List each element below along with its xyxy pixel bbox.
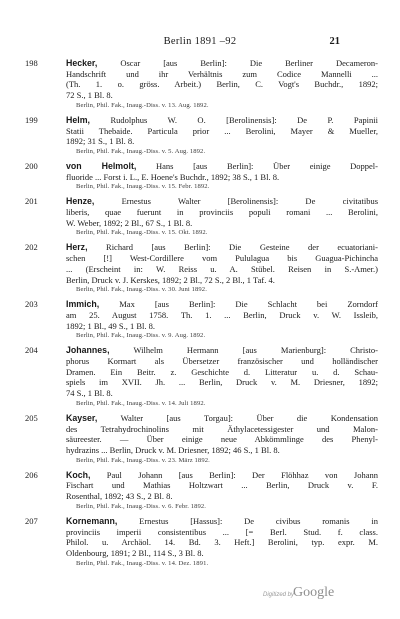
- entry-line: W. Weber, 1892; 2 Bl., 67 S., 1 Bl. 8.: [66, 217, 193, 228]
- bibliography-entry: [0, 516, 400, 568]
- entry-author: Herz,: [66, 242, 88, 253]
- entry-text: [66, 161, 378, 191]
- entry-text: [66, 242, 378, 294]
- entry-number: 201: [25, 196, 38, 207]
- entry-line: [66, 516, 378, 527]
- entry-dissertation-note: Berlin, Phil. Fak., Inaug.-Diss. v. 15. Febr. 1892.: [76, 183, 210, 191]
- page-header: [0, 36, 400, 50]
- entry-author: Hecker,: [66, 58, 98, 68]
- bibliography-entry: [0, 58, 400, 110]
- entry-text: [66, 470, 378, 511]
- entry-number: 206: [25, 469, 38, 480]
- entry-text: [66, 516, 378, 568]
- entry-number: 205: [25, 412, 38, 423]
- bibliography-entry: [0, 413, 400, 465]
- entry-line-text: Max [aus Berlin]: Die Schlacht bei Zorndorf: [119, 299, 378, 310]
- digitization-watermark: [263, 586, 353, 606]
- entry-dissertation-note: Berlin, Phil. Fak., Inaug.-Diss. v. 13. Aug. 1892.: [76, 101, 209, 109]
- entry-line: Dramen. Ein Beitr. z. Geschichte d. Litteratur u. d. Schau-: [66, 366, 378, 377]
- bibliography-entry: [0, 299, 400, 340]
- entry-dissertation-note: Berlin, Phil. Fak., Inaug.-Diss. v. 9. Aug. 1892.: [76, 332, 206, 340]
- entry-number: 207: [25, 515, 38, 526]
- entry-line: Philol. u. Archäol. 14. Bd. 3. Heft.] Berolini, typ. expr. M.: [66, 537, 378, 548]
- entry-author: Helm,: [66, 114, 90, 125]
- entry-line: säureester. — Über einige neue Abkömmlinge des Phenyl-: [66, 434, 378, 445]
- entry-line-text: Richard [aus Berlin]: Die Gesteine der ecuatoriani-: [106, 242, 378, 253]
- entry-dissertation-note: Berlin, Phil. Fak., Inaug.-Diss. v. 30. Juni 1892.: [76, 286, 207, 294]
- entry-line: [66, 413, 378, 424]
- entry-dissertation-note: Berlin, Phil. Fak., Inaug.-Diss. v. 6. Febr. 1892.: [76, 502, 207, 510]
- entry-line: hydrazins ... Berlin, Druck v. M. Driesner, 1892; 46 S., 1 Bl. 8.: [66, 444, 280, 455]
- entry-line: ... (Erscheint in: W. Reiss u. A. Stübel. Reisen in S.-Amer.): [66, 263, 378, 274]
- running-title: Berlin 1891 –92: [163, 36, 237, 47]
- entry-author: Kayser,: [66, 412, 98, 423]
- entry-text: [66, 115, 378, 156]
- entry-line: 72 S., 1 Bl. 8.: [66, 90, 113, 101]
- entry-line: 1892; 1 Bl., 49 S., 1 Bl. 8.: [66, 320, 156, 331]
- entry-dissertation-note: Berlin, Phil. Fak., Inaug.-Diss. v. 23. März 1892.: [76, 456, 210, 464]
- entry-line: [66, 470, 378, 481]
- entry-line: (Th. 1. o. gröss. Arbeit.) Berlin, C. Vogt's Buchdr., 1892;: [66, 79, 378, 90]
- entry-line: [66, 299, 378, 310]
- entry-author: von Helmolt,: [66, 160, 137, 171]
- entry-line-text: Paul Johann [aus Berlin]: Der Flöhhaz von Johann: [106, 469, 378, 480]
- entry-text: [66, 58, 378, 110]
- google-logo: Google: [293, 585, 335, 600]
- entry-line: 1892; 31 S., 1 Bl. 8.: [66, 136, 135, 147]
- entry-number: 199: [25, 114, 38, 125]
- entry-line-text: Oscar [aus Berlin]: Die Berliner Decameron-: [120, 58, 378, 68]
- entry-number: 204: [25, 345, 38, 356]
- entry-line: liberis, quae fuerunt in provinciis populi romani ... Berolini,: [66, 207, 378, 218]
- entry-number: 202: [25, 242, 38, 253]
- entry-line: spiels im XVII. Jh. ... Berlin, Druck v. M. Driesner, 1892;: [66, 377, 378, 388]
- bibliography-entry: [0, 345, 400, 408]
- entry-line: provinciis imperii consistentibus ... [= Berl. Stud. f. class.: [66, 526, 378, 537]
- entry-text: [66, 299, 378, 340]
- entry-dissertation-note: Berlin, Phil. Fak., Inaug.-Diss. v. 15. Okt. 1892.: [76, 229, 208, 237]
- entry-line: [66, 115, 378, 126]
- bibliography-entry: [0, 470, 400, 511]
- entry-author: Henze,: [66, 196, 95, 207]
- entry-dissertation-note: Berlin, Phil. Fak., Inaug.-Diss. v. 5. Aug. 1892.: [76, 147, 206, 155]
- entry-line: Fischart und Mathias Holtzwart ... Berlin, Druck v. F.: [66, 480, 378, 491]
- entry-number: 198: [25, 58, 38, 68]
- entry-line: [66, 345, 378, 356]
- entry-number: 200: [25, 160, 38, 171]
- entry-line-text: Wilhelm Hermann [aus Marienburg]: Christo-: [133, 345, 378, 356]
- entry-dissertation-note: Berlin, Phil. Fak., Inaug.-Diss. v. 14. Dez. 1891.: [76, 559, 209, 567]
- entry-line: [66, 58, 378, 69]
- entry-line-text: Walter [aus Torgau]: Über die Kondensation: [120, 412, 378, 423]
- bibliography-entry: [0, 161, 400, 191]
- entry-line: Handschrift und ihr Verhältnis zum Codice Mannelli ...: [66, 68, 378, 79]
- bibliography-entry: [0, 115, 400, 156]
- bibliography-entries: [0, 58, 400, 573]
- entry-line: Berlin, Druck v. J. Kerskes, 1892; 2 Bl., 72 S., 2 Bl., 1 Taf. 4.: [66, 274, 275, 285]
- entry-line: am 25. August 1758. Th. 1. ... Berlin, Druck v. W. Issleib,: [66, 309, 378, 320]
- entry-dissertation-note: Berlin, Phil. Fak., Inaug.-Diss. v. 14. Juli 1892.: [76, 399, 206, 407]
- entry-line: phorus Kormart als Übersetzer französischer und holländischer: [66, 356, 378, 367]
- digitized-by-text: Digitized by: [263, 592, 295, 598]
- entry-line-text: Hans [aus Berlin]: Über einige Doppel-: [156, 160, 378, 171]
- entry-line: fluoride ... Forst i. L., E. Hoene's Buchdr., 1892; 38 S., 1 Bl. 8.: [66, 171, 280, 182]
- entry-text: [66, 196, 378, 237]
- entry-line: Oldenbourg, 1891; 2 Bl., 114 S., 3 Bl. 8.: [66, 547, 204, 558]
- entry-line: [66, 161, 378, 172]
- entry-line-text: Rudolphus W. O. [Berolinensis]: De P. Papinii: [110, 114, 378, 125]
- entry-text: [66, 413, 378, 465]
- entry-line: 74 S., 1 Bl. 8.: [66, 388, 113, 399]
- entry-line-text: Ernestus [Hassus]: De civibus romanis in: [139, 515, 378, 526]
- entry-text: [66, 345, 378, 408]
- entry-line: des Tetrahydrochinolins mit Äthylacetessigester und Malon-: [66, 423, 378, 434]
- entry-number: 203: [25, 299, 38, 310]
- bibliography-entry: [0, 196, 400, 237]
- entry-line: schen [!] West-Cordillere vom Pululagua bis Guagua-Pichincha: [66, 253, 378, 264]
- bibliography-entry: [0, 242, 400, 294]
- entry-line: Statii Thebaide. Particula prior ... Berolini, Mayer & Mueller,: [66, 125, 378, 136]
- entry-author: Kornemann,: [66, 515, 118, 526]
- entry-line-text: Ernestus Walter [Berolinensis]: De civitatibus: [121, 196, 378, 207]
- entry-line: [66, 242, 378, 253]
- entry-author: Koch,: [66, 469, 91, 480]
- entry-line: [66, 196, 378, 207]
- page-number: 21: [329, 36, 340, 47]
- entry-author: Johannes,: [66, 345, 110, 356]
- entry-line: Rosenthal, 1892; 43 S., 2 Bl. 8.: [66, 491, 173, 502]
- entry-author: Immich,: [66, 299, 100, 310]
